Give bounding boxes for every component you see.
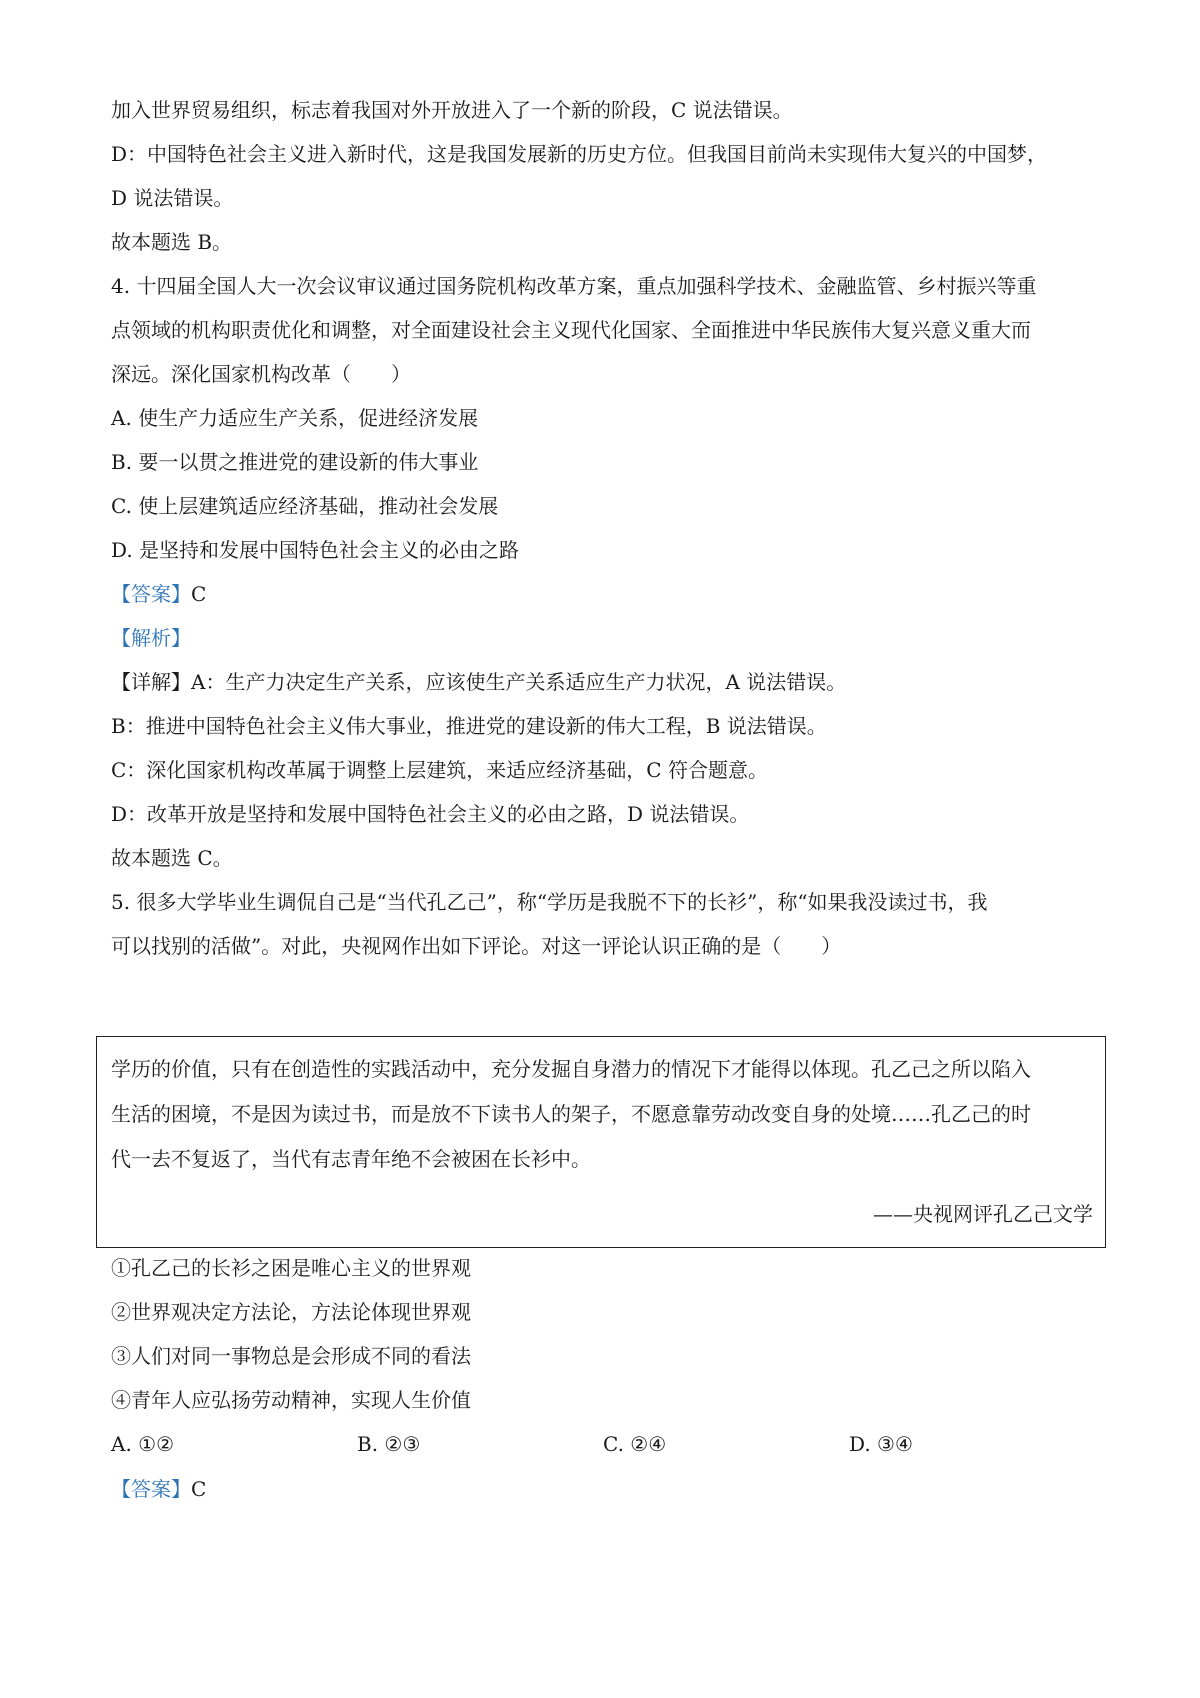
- question-5-option-c: C. ②④: [603, 1432, 667, 1456]
- question-4-option-d: D. 是坚持和发展中国特色社会主义的必由之路: [111, 538, 520, 562]
- answer-value: C: [191, 582, 207, 606]
- quote-source: ——央视网评孔乙己文学: [873, 1202, 1093, 1226]
- answer-tag: 【答案】: [111, 1477, 191, 1501]
- quote-line: 代一去不复返了，当代有志青年绝不会被困在长衫中。: [111, 1147, 591, 1171]
- prev-explanation-line: D：中国特色社会主义进入新时代，这是我国发展新的历史方位。但我国目前尚未实现伟大复兴的中国梦，: [111, 142, 1048, 166]
- question-4-conclusion: 故本题选 C。: [111, 846, 233, 870]
- question-5-item: ①孔乙己的长衫之困是唯心主义的世界观: [111, 1256, 471, 1280]
- question-5-stem: 可以找别的活做”。对此，央视网作出如下评论。对这一评论认识正确的是（ ）: [111, 934, 842, 958]
- question-4-option-a: A. 使生产力适应生产关系，促进经济发展: [111, 406, 479, 430]
- quote-line: 学历的价值，只有在创造性的实践活动中，充分发掘自身潜力的情况下才能得以体现。孔乙己之所以陷入: [111, 1057, 1031, 1081]
- question-4-analysis-tag: 【解析】: [111, 626, 191, 650]
- question-4-detail: C：深化国家机构改革属于调整上层建筑，来适应经济基础，C 符合题意。: [111, 758, 768, 782]
- quote-box: [96, 1036, 1106, 1248]
- quote-line: 生活的困境，不是因为读过书，而是放不下读书人的架子，不愿意靠劳动改变自身的处境……孔乙己的时: [111, 1102, 1031, 1126]
- question-4-detail: 【详解】A：生产力决定生产关系，应该使生产关系适应生产力状况，A 说法错误。: [111, 670, 847, 694]
- question-5-item: ②世界观决定方法论，方法论体现世界观: [111, 1300, 471, 1324]
- question-4-option-b: B. 要一以贯之推进党的建设新的伟大事业: [111, 450, 479, 474]
- question-5-option-a: A. ①②: [111, 1432, 175, 1456]
- question-5-option-b: B. ②③: [357, 1432, 421, 1456]
- question-5-stem: 5. 很多大学毕业生调侃自己是“当代孔乙己”，称“学历是我脱不下的长衫”，称“如果我没读过书，我: [111, 890, 988, 914]
- question-5-item: ④青年人应弘扬劳动精神，实现人生价值: [111, 1388, 471, 1412]
- question-4-detail: B：推进中国特色社会主义伟大事业，推进党的建设新的伟大工程，B 说法错误。: [111, 714, 827, 738]
- question-4-stem: 4. 十四届全国人大一次会议审议通过国务院机构改革方案，重点加强科学技术、金融监管、乡村振兴等重: [111, 274, 1037, 298]
- question-4-option-c: C. 使上层建筑适应经济基础，推动社会发展: [111, 494, 499, 518]
- prev-explanation-line: D 说法错误。: [111, 186, 234, 210]
- answer-value: C: [191, 1477, 207, 1501]
- question-5-answer: [111, 1475, 1101, 1503]
- question-5-option-d: D. ③④: [849, 1432, 913, 1456]
- question-4-stem: 深远。深化国家机构改革（ ）: [111, 362, 411, 386]
- question-4-detail: D：改革开放是坚持和发展中国特色社会主义的必由之路，D 说法错误。: [111, 802, 750, 826]
- question-4-stem: 点领域的机构职责优化和调整，对全面建设社会主义现代化国家、全面推进中华民族伟大复兴意义重大而: [111, 318, 1031, 342]
- question-4-answer: [111, 580, 1101, 608]
- answer-tag: 【答案】: [111, 582, 191, 606]
- question-5-item: ③人们对同一事物总是会形成不同的看法: [111, 1344, 471, 1368]
- prev-explanation-line: 加入世界贸易组织，标志着我国对外开放进入了一个新的阶段，C 说法错误。: [111, 98, 793, 122]
- prev-conclusion: 故本题选 B。: [111, 230, 233, 254]
